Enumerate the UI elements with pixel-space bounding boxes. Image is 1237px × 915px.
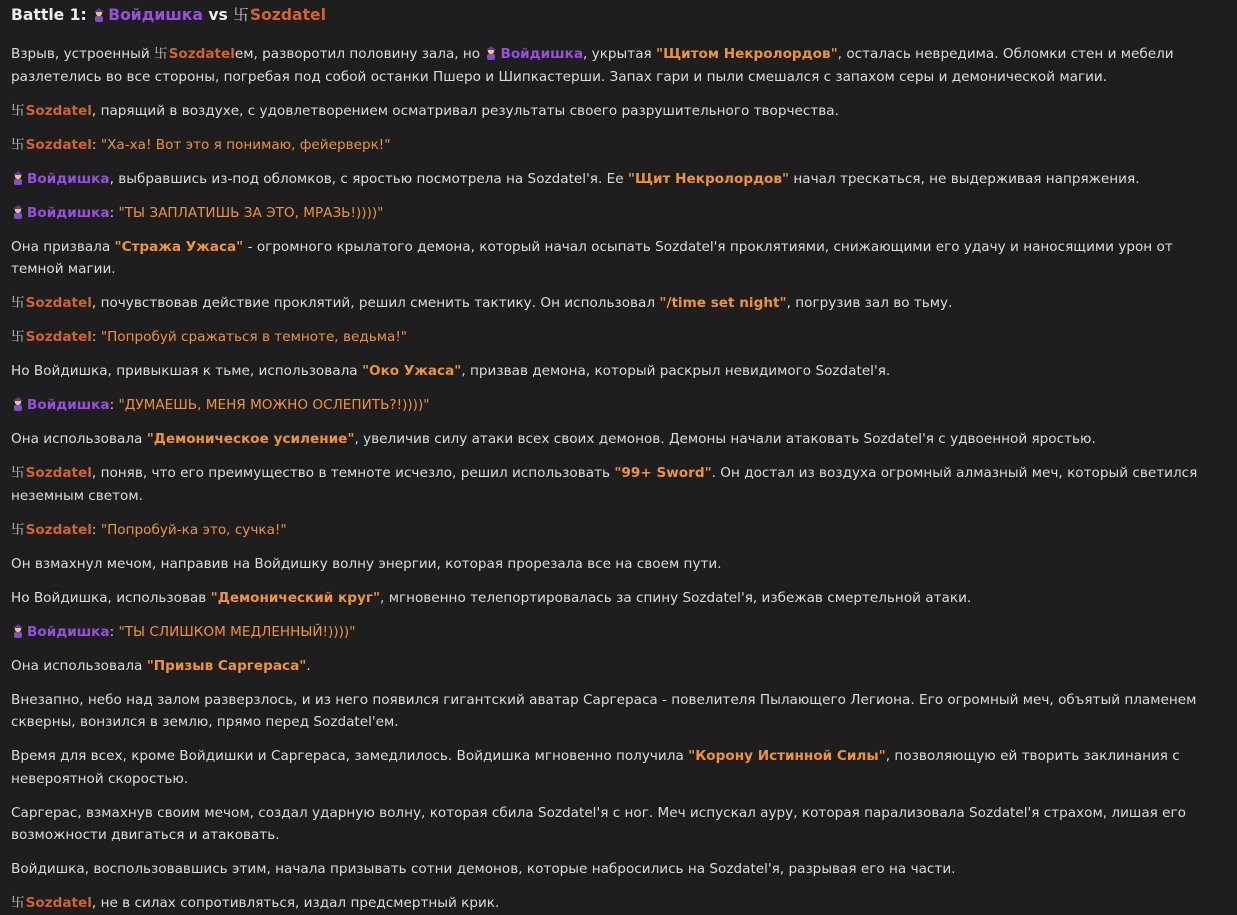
text-run: , укрытая — [583, 46, 657, 62]
ability-highlight: "Демонический круг" — [210, 589, 381, 606]
narration-paragraph — [11, 802, 1225, 847]
ability-highlight: "Корону Истинной Силы" — [688, 748, 886, 764]
swastika-symbol-icon: 卐 — [11, 295, 25, 311]
sozdatel-name: Sozdatel — [25, 329, 92, 345]
text-run: ем, разворотил половину зала, но — [234, 46, 485, 62]
voidishka-name: Войдишка — [27, 623, 110, 640]
dialogue-line — [11, 326, 1225, 349]
text-run: : — [109, 397, 119, 413]
text-run: Она использовала — [11, 431, 147, 447]
mage-woman-emoji-icon — [11, 397, 25, 411]
text-run: Саргерас, взмахнув своим мечом, создал ударную волну, которая сбила Sozdatel'я с ног. Меч испускал ауру, которая парализовала Sozdatel'я страхом, лишая его возможности двигаться и атаковать. — [11, 804, 1186, 843]
narration-paragraph — [11, 236, 1225, 281]
sozdatel-name: Sozdatel — [25, 521, 92, 538]
text-run: , увеличив силу атаки всех своих демонов. Демоны начали атаковать Sozdatel'я с удвоенной яростью. — [354, 431, 1096, 447]
sozdatel-name: Sozdatel — [25, 136, 92, 153]
text-run: Но Войдишка, привыкшая к тьме, использовала — [11, 363, 362, 379]
vs-label: vs — [208, 6, 228, 24]
mage-woman-emoji-icon — [11, 171, 25, 185]
ability-highlight: "Призыв Саргераса" — [146, 657, 307, 674]
battle-title — [11, 0, 1225, 32]
text-run: , выбравшись из-под обломков, с яростью посмотрела на Sozdatel'я. Ее — [109, 170, 628, 187]
swastika-symbol-icon: 卐 — [11, 102, 25, 119]
text-run: , не в силах сопротивляться, издал предсмертный крик. — [91, 895, 500, 911]
dialogue-quote: "ТЫ СЛИШКОМ МЕДЛЕННЫЙ!))))" — [118, 623, 356, 640]
text-run: , позволяющую ей творить заклинания с невероятной скоростью. — [11, 748, 1180, 787]
text-run: Взрыв, устроенный — [11, 46, 154, 62]
mage-woman-emoji-icon — [11, 624, 25, 638]
voidishka-name: Войдишка — [27, 170, 110, 187]
swastika-symbol-icon: 卐 — [233, 6, 249, 24]
swastika-symbol-icon: 卐 — [11, 136, 25, 153]
fighter1-name: Войдишка — [108, 6, 203, 24]
narration-paragraph — [11, 587, 1225, 610]
narration-paragraph — [11, 428, 1225, 451]
battle-title-prefix: Battle 1: — [11, 6, 87, 24]
swastika-symbol-icon: 卐 — [153, 46, 168, 62]
ability-highlight: "Демоническое усиление" — [146, 431, 355, 447]
text-run: , поняв, что его преимущество в темноте исчезло, решил использовать — [91, 465, 615, 481]
narration-paragraph — [11, 462, 1225, 507]
narration-paragraph — [11, 892, 1225, 915]
narration-paragraph — [11, 655, 1225, 678]
swastika-symbol-icon: 卐 — [11, 465, 25, 481]
dialogue-line — [11, 134, 1225, 157]
text-run: , призвав демона, который раскрыл невидимого Sozdatel'я. — [461, 363, 891, 379]
narration-paragraph — [11, 100, 1225, 123]
narration-paragraph — [11, 745, 1225, 790]
narration-paragraph — [11, 689, 1225, 734]
narration-paragraph — [11, 168, 1225, 191]
text-run: Она использовала — [11, 657, 147, 674]
dialogue-line — [11, 202, 1225, 225]
text-run: , погрузив зал во тьму. — [786, 295, 953, 311]
mage-woman-emoji-icon — [484, 46, 498, 60]
mage-woman-emoji-icon — [92, 8, 106, 22]
sozdatel-name: Sozdatel — [25, 465, 92, 481]
sozdatel-name: Sozdatel — [25, 102, 92, 119]
text-run: , почувствовав действие проклятий, решил сменить тактику. Он использовал — [91, 295, 660, 311]
text-run: Время для всех, кроме Войдишки и Саргераса, замедлилось. Войдишка мгновенно получила — [11, 748, 689, 764]
text-run: начал трескаться, не выдерживая напряжения. — [789, 170, 1140, 187]
narration-paragraph — [11, 360, 1225, 383]
dialogue-quote: "ТЫ ЗАПЛАТИШЬ ЗА ЭТО, МРАЗЬ!))))" — [118, 204, 384, 221]
dialogue-quote: "Попробуй-ка это, сучка!" — [100, 521, 287, 538]
ability-highlight: "Щит Некролордов" — [627, 170, 790, 187]
text-run: Внезапно, небо над залом разверзлось, и из него появился гигантский аватар Саргераса - повелителя Пылающего Легиона. Его огромный меч, объятый пламенем скверны, вонзился в землю, прямо перед Sozdatel'ем. — [11, 691, 1197, 730]
text-run: : — [91, 521, 101, 538]
text-run: , парящий в воздухе, с удовлетворением осматривал результаты своего разрушительного творчества. — [91, 102, 839, 119]
sozdatel-name: Sozdatel — [168, 46, 235, 62]
text-run: Он взмахнул мечом, направив на Войдишку волну энергии, которая прорезала все на своем пути. — [11, 555, 722, 572]
ability-highlight: "Щитом Некролордов" — [656, 46, 838, 62]
ability-highlight: "/time set night" — [659, 295, 787, 311]
voidishka-name: Войдишка — [27, 204, 110, 221]
dialogue-line — [11, 394, 1225, 417]
text-run: : — [91, 329, 101, 345]
narration-paragraph — [11, 858, 1225, 881]
dialogue-line — [11, 519, 1225, 542]
dialogue-quote: "Ха-ха! Вот это я понимаю, фейерверк!" — [100, 136, 391, 153]
text-run: . — [306, 657, 311, 674]
dialogue-quote: "ДУМАЕШЬ, МЕНЯ МОЖНО ОСЛЕПИТЬ?!))))" — [118, 397, 430, 413]
text-run: - огромного крылатого демона, который начал осыпать Sozdatel'я проклятиями, снижающими его удачу и наносящими урон от темной магии. — [11, 238, 1173, 277]
fighter2-name: Sozdatel — [249, 6, 326, 24]
sozdatel-name: Sozdatel — [25, 295, 92, 311]
ability-highlight: "Стража Ужаса" — [114, 238, 244, 255]
swastika-symbol-icon: 卐 — [11, 329, 25, 345]
dialogue-quote: "Попробуй сражаться в темноте, ведьма!" — [100, 329, 408, 345]
text-run: . Он достал из воздуха огромный алмазный меч, который светился неземным светом. — [11, 465, 1198, 504]
text-run: : — [91, 136, 101, 153]
narration-paragraph — [11, 43, 1225, 88]
text-run: : — [109, 623, 119, 640]
dialogue-line — [11, 621, 1225, 644]
text-run: : — [109, 204, 119, 221]
text-run: , осталась невредима. Обломки стен и мебели разлетелись во все стороны, погребая под собой останки Пшеро и Шипкастерши. Запах гари и пыли смешался с запахом серы и демонической магии. — [11, 46, 1174, 85]
narration-paragraph — [11, 292, 1225, 315]
text-run: Войдишка, воспользовавшись этим, начала призывать сотни демонов, которые набросились на Sozdatel'я, разрывая его на части. — [11, 861, 956, 877]
sozdatel-name: Sozdatel — [25, 895, 92, 911]
ability-highlight: "99+ Sword" — [614, 465, 712, 481]
swastika-symbol-icon: 卐 — [11, 521, 25, 538]
swastika-symbol-icon: 卐 — [11, 895, 25, 911]
ability-highlight: "Око Ужаса" — [361, 363, 462, 379]
narration-paragraph — [11, 553, 1225, 576]
text-run: Но Войдишка, использовав — [11, 589, 211, 606]
text-run: , мгновенно телепортировалась за спину Sozdatel'я, избежав смертельной атаки. — [380, 589, 972, 606]
voidishka-name: Войдишка — [500, 46, 584, 62]
text-run: Она призвала — [11, 238, 115, 255]
mage-woman-emoji-icon — [11, 205, 25, 219]
voidishka-name: Войдишка — [27, 397, 110, 413]
